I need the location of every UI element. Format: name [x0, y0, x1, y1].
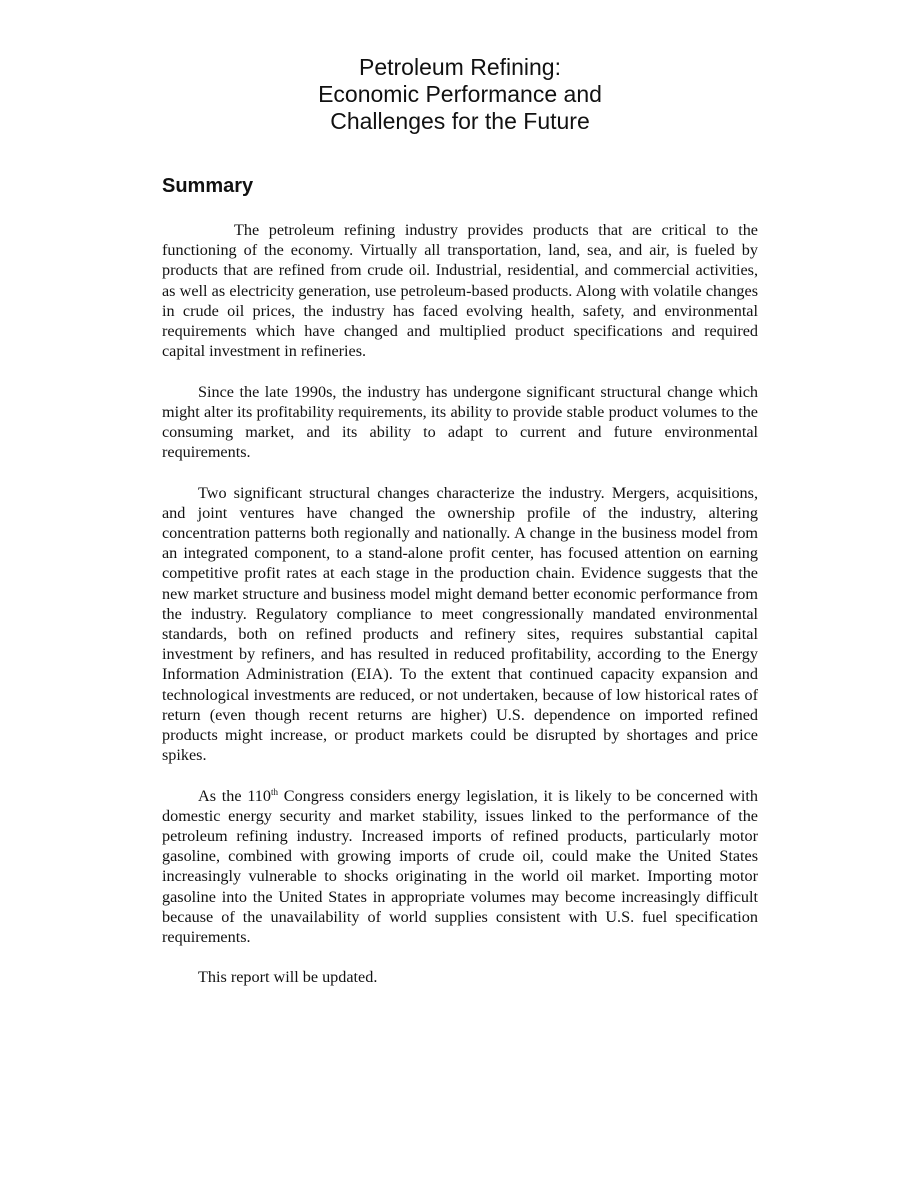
- paragraph-4-rest: Congress considers energy legislation, it is likely to be concerned with domestic energy security and market stability, issues linked to the performance of the petroleum refining industry. Increased imports of refined products, particularly motor gasoline, combined with growing imports of crude oil, could make the United States increasingly vulnerable to shocks originating in the world oil market. Importing motor gasoline into the United States in appropriate volumes may become increasingly difficult because of the unavailability of world supplies consistent with U.S. fuel specification requirements.: [162, 786, 758, 947]
- paragraph-1: The petroleum refining industry provides products that are critical to the functioning of the economy. Virtually all transportation, land, sea, and air, is fueled by products that are refined from crude oil. Industrial, residential, and commercial activities, as well as electricity generation, use petroleum-based products. Along with volatile changes in crude oil prices, the industry has faced evolving health, safety, and environmental requirements which have changed and multiplied product specifications and required capital investment in refineries.: [162, 221, 758, 361]
- document-title: [0, 54, 920, 135]
- section-heading-summary: Summary: [162, 175, 254, 197]
- title-line-2: Economic Performance and: [318, 81, 602, 107]
- ordinal-superscript: th: [271, 786, 279, 797]
- summary-body: [162, 220, 758, 1008]
- title-line-1: Petroleum Refining:: [359, 54, 561, 80]
- title-line-3: Challenges for the Future: [330, 108, 590, 134]
- paragraph-4-lead: As the 110: [198, 786, 271, 805]
- paragraph-5: This report will be updated.: [198, 968, 378, 987]
- paragraph-2: Since the late 1990s, the industry has undergone significant structural change which might alter its profitability requirements, its ability to provide stable product volumes to the consuming market, and its ability to adapt to current and future environmental requirements.: [162, 382, 758, 462]
- paragraph-3: Two significant structural changes characterize the industry. Mergers, acquisitions, and joint ventures have changed the ownership profile of the industry, altering concentration patterns both regionally and nationally. A change in the business model from an integrated component, to a stand-alone profit center, has focused attention on earning competitive profit rates at each stage in the production chain. Evidence suggests that the new market structure and business model might demand better economic performance from the industry. Regulatory compliance to meet congressionally mandated environmental standards, both on refined products and refinery sites, requires substantial capital investment by refiners, and has resulted in reduced profitability, according to the Energy Information Administration (EIA). To the extent that continued capacity expansion and technological investments are reduced, or not undertaken, because of low historical rates of return (even though recent returns are higher) U.S. dependence on imported refined products might increase, or product markets could be disrupted by shortages and price spikes.: [162, 483, 758, 765]
- paragraph-4: [162, 786, 758, 948]
